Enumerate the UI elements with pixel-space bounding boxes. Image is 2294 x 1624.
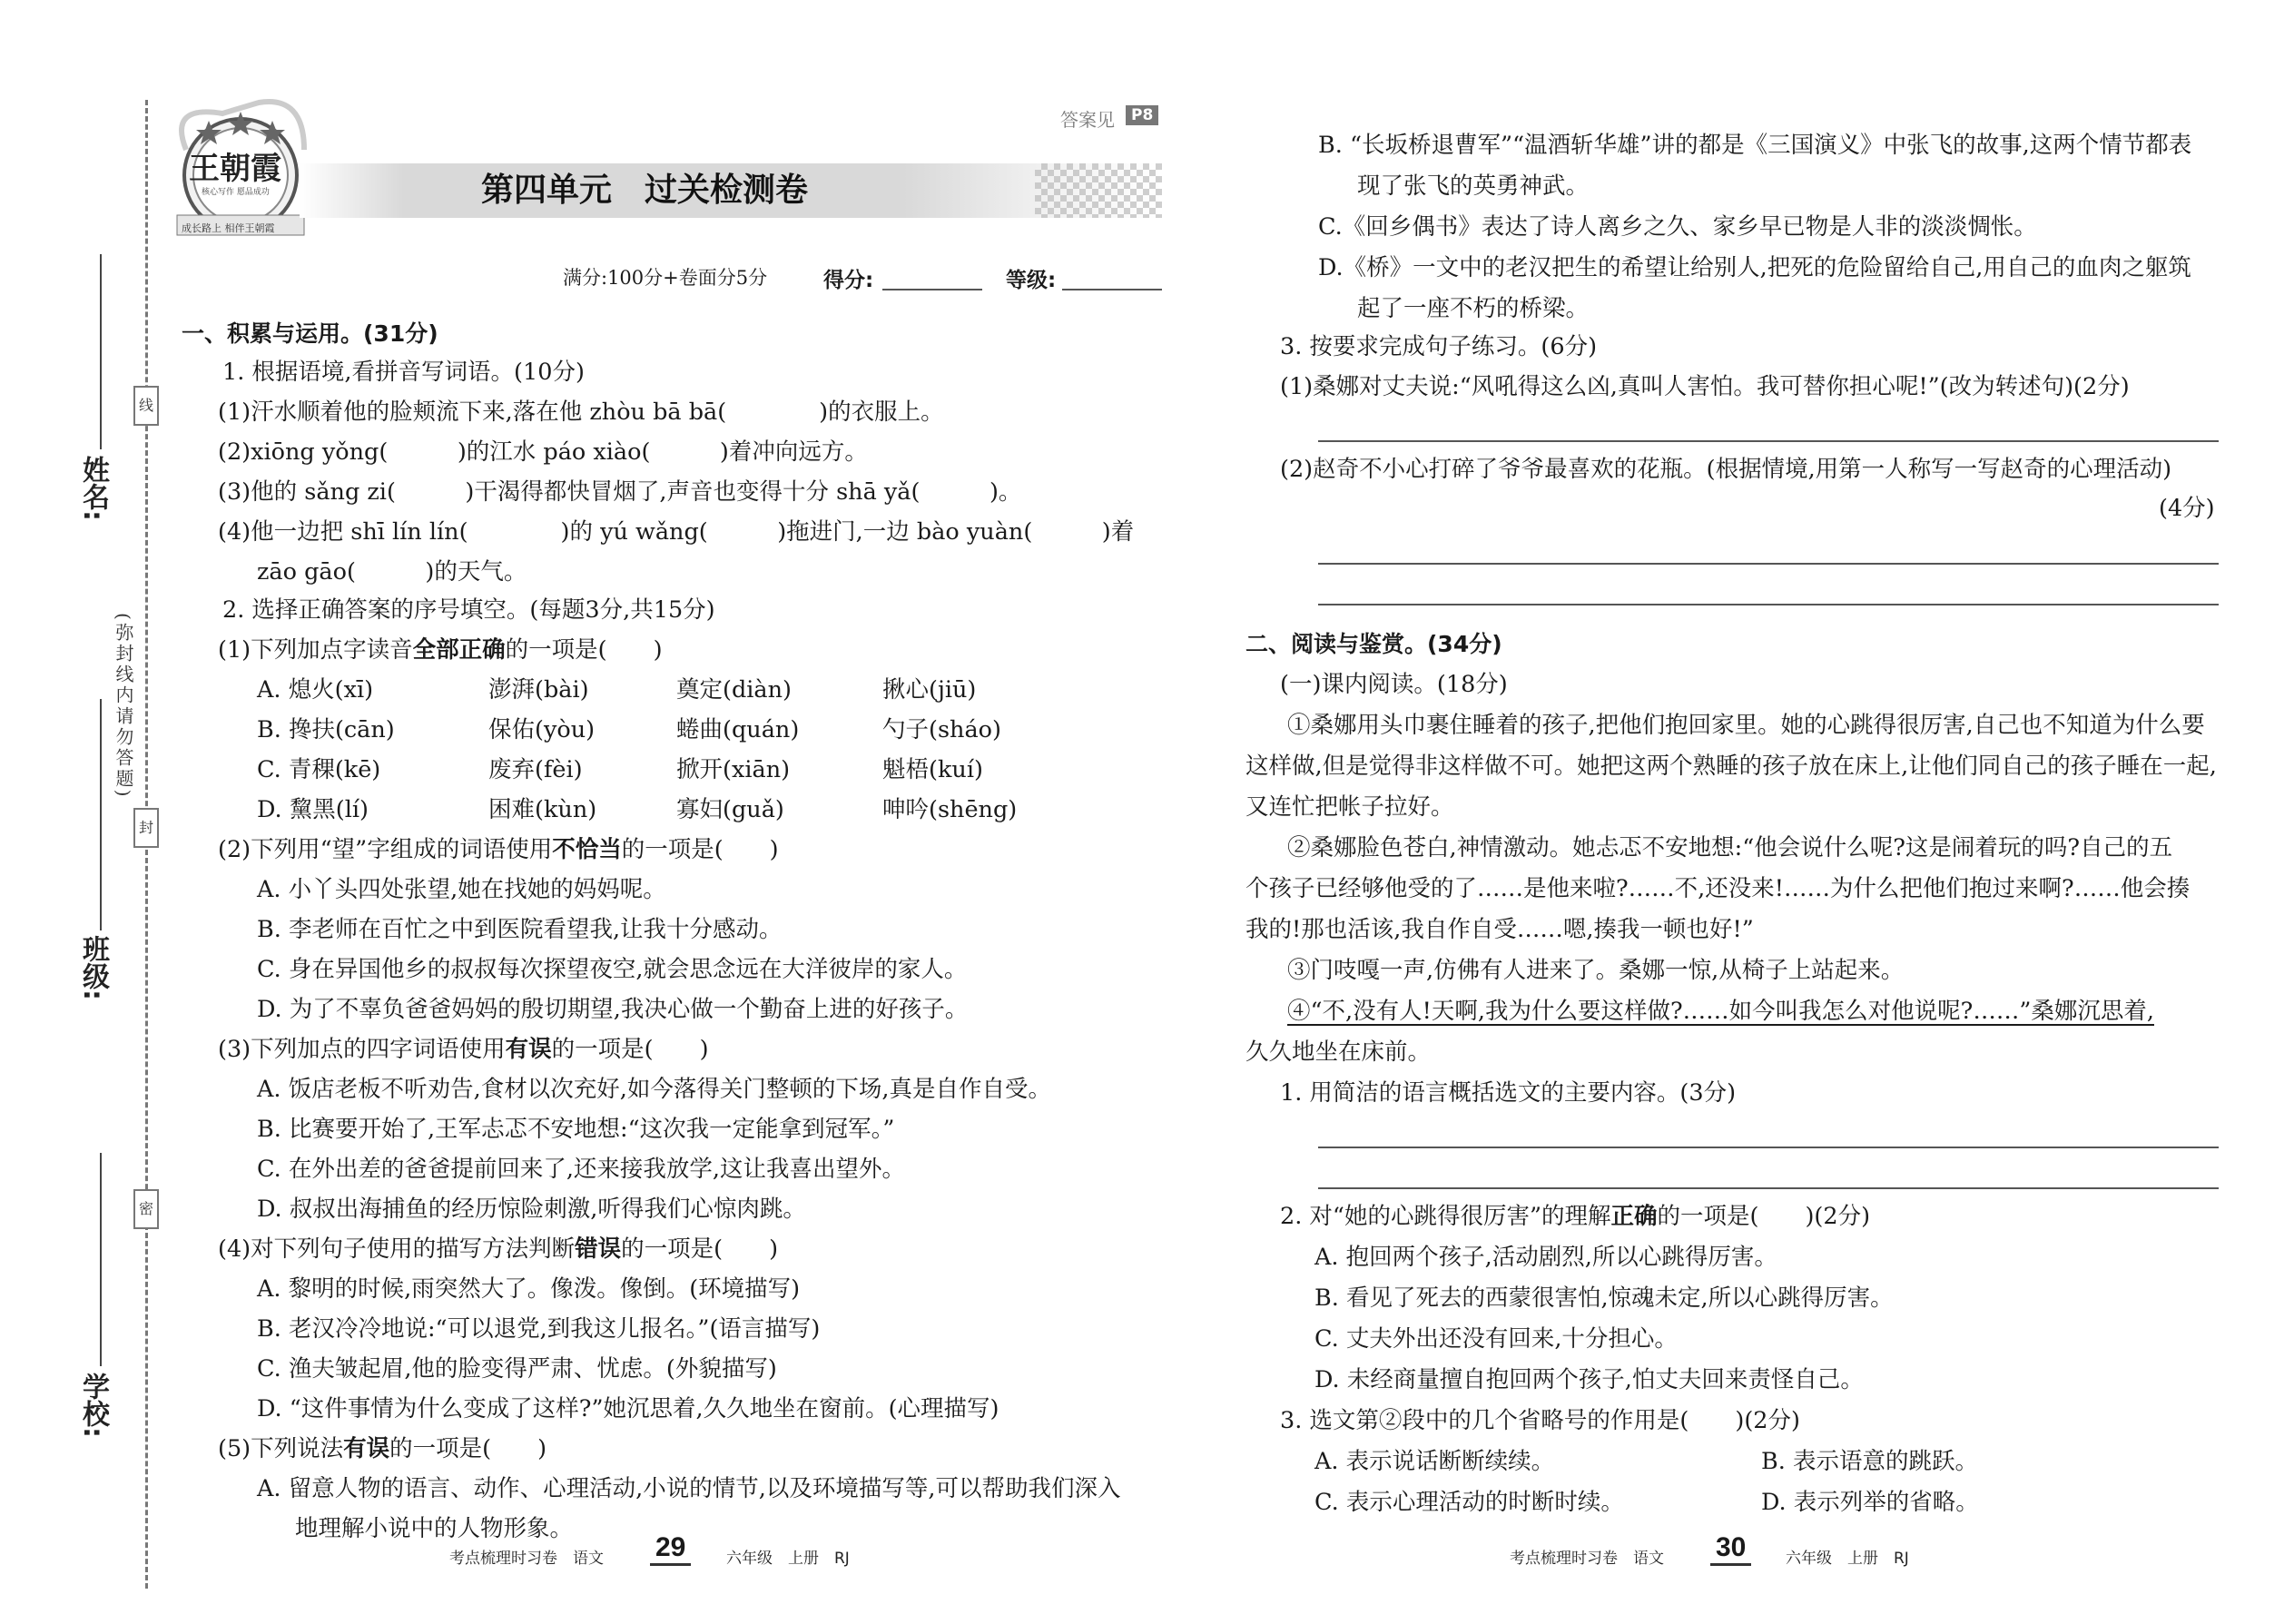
q2-1-option-a3: 奠定(diàn) — [676, 676, 793, 704]
q2-3-stem: (3)下列加点的四字词语使用有误的一项是( ) — [218, 1036, 709, 1063]
title-checker-pattern — [1035, 163, 1162, 218]
page-title: 第四单元 过关检测卷 — [481, 172, 809, 209]
name-label: 姓名: — [77, 456, 109, 521]
q2-1-option-b4: 勺子(sháo) — [882, 716, 1001, 743]
q3-2-score: (4分) — [2159, 495, 2215, 522]
reading-q2-option-a: A. 抱回两个孩子,活动剧烈,所以心跳得厉害。 — [1314, 1244, 1777, 1271]
q2-5-option-d-cont: 起了一座不朽的桥梁。 — [1357, 295, 1590, 322]
class-label: 班级: — [77, 935, 109, 1000]
reading-q2-option-d: D. 未经商量擅自抱回两个孩子,怕丈夫回来责怪自己。 — [1314, 1366, 1864, 1393]
q1-stem: 1. 根据语境,看拼音写词语。(10分) — [222, 359, 585, 386]
passage-p2-line1: ②桑娜脸色苍白,神情激动。她忐忑不安地想:“他会说什么呢?这是闹着玩的吗?自己的五 — [1287, 834, 2173, 861]
q2-5-option-b-cont: 现了张飞的英勇神武。 — [1357, 172, 1590, 200]
q2-4-option-b: B. 老汉冷冷地说:“可以退党,到我这儿报名。”(语言描写) — [257, 1315, 821, 1343]
q1-4-cont: zāo gāo( )的天气。 — [257, 558, 527, 586]
q2-1-option-c3: 掀开(xiān) — [676, 756, 791, 783]
passage-p4-line1: ④“不,没有人!天啊,我为什么要这样做?……如今叫我怎么对他说呢?……”桑娜沉思着, — [1287, 998, 2154, 1025]
reading-q3-option-a: A. 表示说话断断续续。 — [1314, 1448, 1555, 1475]
passage-p4-line2: 久久地坐在床前。 — [1245, 1038, 1432, 1066]
q2-1-option-b1: B. 搀扶(cān) — [257, 716, 395, 743]
name-field[interactable] — [100, 254, 102, 449]
q3-2: (2)赵奇不小心打碎了爷爷最喜欢的花瓶。(根据情境,用第一人称写一写赵奇的心理活动) — [1280, 456, 2172, 483]
reading-q1-answer-line-1[interactable] — [1318, 1147, 2219, 1148]
class-field[interactable] — [100, 699, 102, 930]
section-1-heading: 一、积累与运用。(31分) — [182, 320, 438, 347]
reading-q2-option-b: B. 看见了死去的西蒙很害怕,惊魂未定,所以心跳得厉害。 — [1314, 1284, 1894, 1312]
reading-q1: 1. 用简洁的语言概括选文的主要内容。(3分) — [1280, 1079, 1737, 1107]
q2-1-option-a2: 澎湃(bài) — [488, 676, 589, 704]
q2-1-option-a4: 揪心(jiū) — [882, 676, 977, 704]
brand-name: 王朝霞 — [189, 151, 281, 187]
reading-q1-answer-line-2[interactable] — [1318, 1187, 2219, 1189]
passage-p1-line1: ①桑娜用头巾裹住睡着的孩子,把他们抱回家里。她的心跳得很厉害,自己也不知道为什么要 — [1287, 712, 2205, 739]
q3-1-answer-line[interactable] — [1318, 440, 2219, 442]
q3-1: (1)桑娜对丈夫说:“风吼得这么凶,真叫人害怕。我可替你担心呢!”(改为转述句)(2分) — [1280, 373, 2130, 400]
q2-3-option-b: B. 比赛要开始了,王军忐忑不安地想:“这次我一定能拿到冠军。” — [257, 1116, 895, 1143]
q2-3-option-a: A. 饭店老板不听劝告,食材以次充好,如今落得关门整顿的下场,真是自作自受。 — [257, 1076, 1051, 1103]
cut-mark-seal: 封 — [133, 808, 159, 848]
footer-left-grade: 六年级 上册 RJ — [726, 1550, 850, 1568]
passage-p2-line3: 我的!那也活该,我自作自受……嗯,揍我一顿也好!” — [1245, 916, 1754, 943]
passage-p1-line2: 这样做,但是觉得非这样做不可。她把这两个熟睡的孩子放在床上,让他们同自己的孩子睡在一起, — [1245, 753, 2217, 780]
passage-p3: ③门吱嘎一声,仿佛有人进来了。桑娜一惊,从椅子上站起来。 — [1287, 957, 1905, 984]
reading-q2-option-c: C. 丈夫外出还没有回来,十分担心。 — [1314, 1325, 1678, 1353]
q2-1-option-d3: 寡妇(guǎ) — [676, 796, 784, 823]
q2-5-option-c: C.《回乡偶书》表达了诗人离乡之久、家乡早已物是人非的淡淡惆怅。 — [1318, 213, 2037, 241]
answer-page-badge: P8 — [1126, 105, 1158, 125]
q2-1-option-d2: 困难(kùn) — [488, 796, 597, 823]
q1-4: (4)他一边把 shī lín lín( )的 yú wǎng( )拖进门,一边 bào yuàn( )着 — [218, 518, 1135, 546]
q2-1-option-b2: 保佑(yòu) — [488, 716, 596, 743]
q2-3-option-c: C. 在外出差的爸爸提前回来了,还来接我放学,这让我喜出望外。 — [257, 1156, 906, 1183]
q2-2-option-b: B. 李老师在百忙之中到医院看望我,让我十分感动。 — [257, 916, 783, 943]
q2-4-stem: (4)对下列句子使用的描写方法判断错误的一项是( ) — [218, 1235, 779, 1263]
q1-2: (2)xiōng yǒng( )的江水 páo xiào( )着冲向远方。 — [218, 438, 868, 466]
q3-2-answer-line-2[interactable] — [1318, 604, 2219, 605]
q2-2-stem: (2)下列用“望”字组成的词语使用不恰当的一项是( ) — [218, 836, 779, 863]
q2-1-option-d4: 呻吟(shēng) — [882, 796, 1018, 823]
reading-q3-option-d: D. 表示列举的省略。 — [1761, 1489, 1979, 1516]
q2-5-option-a: A. 留意人物的语言、动作、心理活动,小说的情节,以及环境描写等,可以帮助我们深入 — [257, 1475, 1121, 1502]
q2-5-stem: (5)下列说法有误的一项是( ) — [218, 1435, 547, 1462]
reading-q2-stem: 2. 对“她的心跳得很厉害”的理解正确的一项是( )(2分) — [1280, 1203, 1871, 1230]
q2-3-option-d: D. 叔叔出海捕鱼的经历惊险刺激,听得我们心惊肉跳。 — [257, 1196, 806, 1223]
cut-mark-secret: 密 — [133, 1189, 159, 1229]
score-field[interactable] — [882, 289, 982, 290]
q2-5-option-d: D.《桥》一文中的老汉把生的希望让给别人,把死的危险留给自己,用自己的血肉之躯筑 — [1318, 254, 2191, 281]
section-2-heading: 二、阅读与鉴赏。(34分) — [1245, 631, 1502, 657]
answer-reference: 答案见 — [1060, 109, 1115, 131]
q2-1-option-b3: 蜷曲(quán) — [676, 716, 800, 743]
reading-1-heading: (一)课内阅读。(18分) — [1280, 671, 1508, 698]
brand-slogan: 核心写作 愿品成功 — [202, 188, 270, 197]
q2-2-option-c: C. 身在异国他乡的叔叔每次探望夜空,就会思念远在大洋彼岸的家人。 — [257, 956, 968, 983]
brand-tagline: 成长路上 相伴王朝霞 — [182, 222, 275, 234]
q1-1: (1)汗水顺着他的脸颊流下来,落在他 zhòu bā bā( )的衣服上。 — [218, 399, 944, 426]
footer-right-series: 考点梳理时习卷 语文 — [1510, 1550, 1664, 1568]
cut-mark-line: 线 — [133, 386, 159, 426]
score-label: 得分: — [823, 269, 874, 292]
q3-2-answer-line-1[interactable] — [1318, 563, 2219, 565]
q2-2-option-a: A. 小丫头四处张望,她在找她的妈妈呢。 — [257, 876, 666, 903]
reading-q3-stem: 3. 选文第②段中的几个省略号的作用是( )(2分) — [1280, 1407, 1800, 1434]
passage-p2-line2: 个孩子已经够他受的了……是他来啦?……不,还没来!……为什么把他们抱过来啊?……他会揍 — [1245, 875, 2191, 902]
grade-field[interactable] — [1062, 289, 1162, 290]
q2-1-option-a1: A. 熄火(xī) — [257, 676, 374, 704]
reading-q3-option-b: B. 表示语意的跳跃。 — [1761, 1448, 1978, 1475]
q2-stem: 2. 选择正确答案的序号填空。(每题3分,共15分) — [222, 596, 715, 624]
school-label: 学校: — [77, 1373, 109, 1438]
q2-4-option-c: C. 渔夫皱起眉,他的脸变得严肃、忧虑。(外貌描写) — [257, 1355, 777, 1383]
q2-1-option-c1: C. 青稞(kē) — [257, 756, 381, 783]
passage-p1-line3: 又连忙把帐子拉好。 — [1245, 793, 1454, 821]
reading-q3-option-c: C. 表示心理活动的时断时续。 — [1314, 1489, 1624, 1516]
q2-1-option-c2: 废弃(fèi) — [488, 756, 583, 783]
seal-notice: (弥封线内请勿答题) — [113, 613, 134, 800]
page-number-left: 29 — [650, 1532, 691, 1566]
school-field[interactable] — [100, 1153, 102, 1366]
footer-left-series: 考点梳理时习卷 语文 — [449, 1550, 604, 1568]
q1-3: (3)他的 sǎng zi( )干渴得都快冒烟了,声音也变得十分 shā yǎ( )。 — [218, 478, 1022, 506]
footer-right-grade: 六年级 上册 RJ — [1786, 1550, 1909, 1568]
q2-4-option-a: A. 黎明的时候,雨突然大了。像泼。像倒。(环境描写) — [257, 1275, 801, 1303]
q2-1-option-d1: D. 黧黑(lí) — [257, 796, 369, 823]
q3-stem: 3. 按要求完成句子练习。(6分) — [1280, 333, 1598, 360]
q2-1-stem: (1)下列加点字读音全部正确的一项是( ) — [218, 636, 663, 664]
q2-2-option-d: D. 为了不辜负爸爸妈妈的殷切期望,我决心做一个勤奋上进的好孩子。 — [257, 996, 969, 1023]
q2-4-option-d: D. “这件事情为什么变成了这样?”她沉思着,久久地坐在窗前。(心理描写) — [257, 1395, 999, 1422]
q2-5-option-b: B. “长坂桥退曹军”“温酒斩华雄”讲的都是《三国演义》中张飞的故事,这两个情节都表 — [1318, 132, 2192, 159]
q2-1-option-c4: 魁梧(kuí) — [882, 756, 983, 783]
grade-label: 等级: — [1006, 269, 1057, 292]
score-info: 满分:100分+卷面分5分 — [563, 267, 768, 289]
q2-5-option-a-cont: 地理解小说中的人物形象。 — [295, 1515, 574, 1542]
page-number-right: 30 — [1710, 1532, 1751, 1566]
